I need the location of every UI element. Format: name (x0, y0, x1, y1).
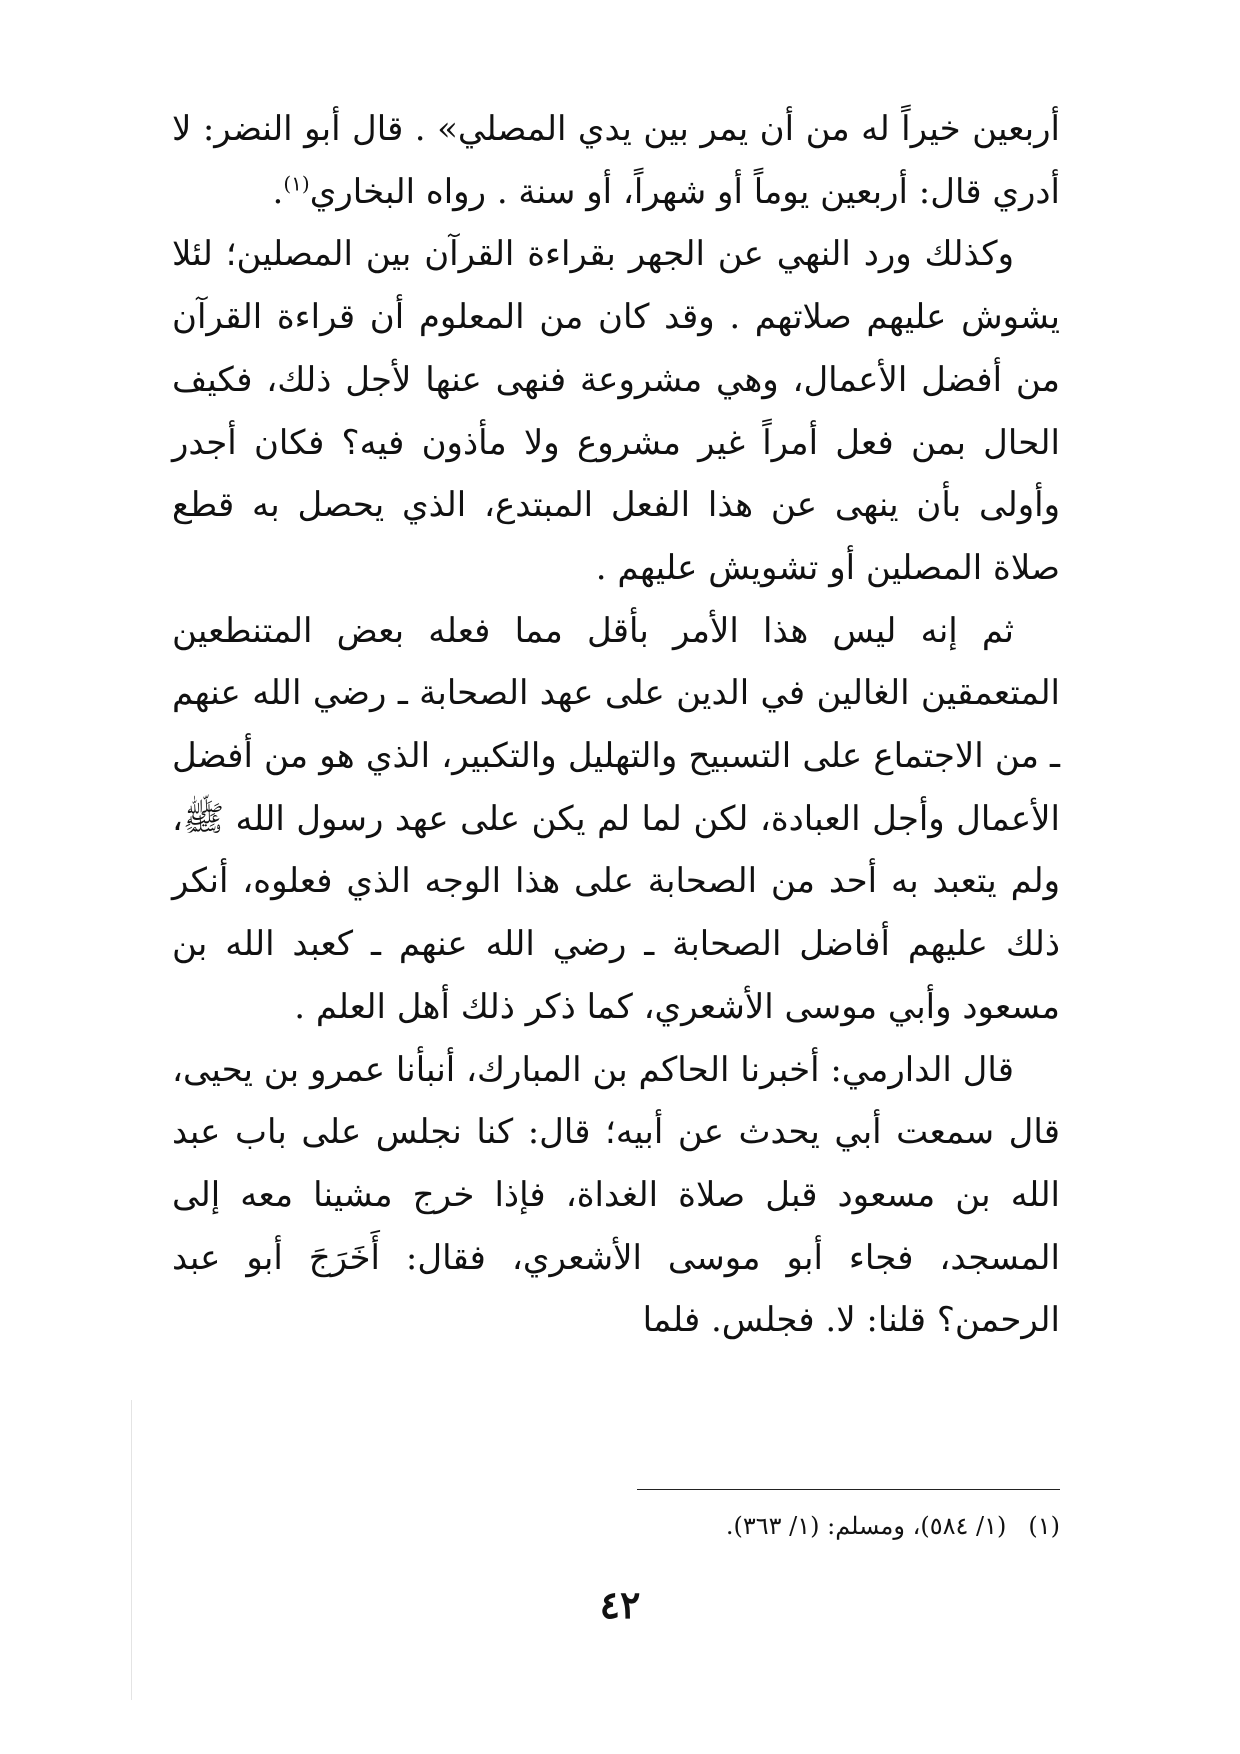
paragraph-1-text: أربعين خيراً له من أن يمر بين يدي المصلي» . قال أبو النضر: لا أدري قال: أربعين يوماً أو شهراً، أو سنة . رواه البخاري (172, 109, 1060, 212)
paragraph-1-end: . (272, 171, 284, 212)
footnote-separator (637, 1489, 1060, 1490)
page-number: ٤٢ (599, 1582, 641, 1627)
footnote-reference[interactable]: (١) (283, 171, 310, 196)
paragraph-4: قال الدارمي: أخبرنا الحاكم بن المبارك، أنبأنا عمرو بن يحيى، قال سمعت أبي يحدث عن أبيه؛ قال: كنا نجلس على باب عبد الله بن مسعود قبل صلاة الغداة، فإذا خرج مشينا معه إلى المسجد، فجاء أبو موسى الأشعري، فقال: أَخَرَجَ أبو عبد الرحمن؟ قلنا: لا. فجلس. فلما (172, 1049, 1060, 1341)
footnote-number: (١) (1028, 1512, 1060, 1540)
paragraph-1 (172, 98, 1060, 223)
paragraph-3: ثم إنه ليس هذا الأمر بأقل مما فعله بعض المتنطعين المتعمقين الغالين في الدين على عهد الصحابة ـ رضي الله عنهم ـ من الاجتماع على التسبيح والتهليل والتكبير، الذي هو من أفضل الأعمال وأجل العبادة، لكن لما لم يكن على عهد رسول الله ﷺ، ولم يتعبد به أحد من الصحابة على هذا الوجه الذي فعلوه، أنكر ذلك عليهم أفاضل الصحابة ـ رضي الله عنهم ـ كعبد الله بن مسعود وأبي موسى الأشعري، كما ذكر ذلك أهل العلم . (172, 610, 1060, 1027)
footnote-text: (١/ ٥٨٤)، ومسلم: (١/ ٣٦٣). (725, 1512, 1007, 1540)
scan-margin-line (131, 1400, 132, 1700)
paragraph-2: وكذلك ورد النهي عن الجهر بقراءة القرآن بين المصلين؛ لئلا يشوش عليهم صلاتهم . وقد كان من المعلوم أن قراءة القرآن من أفضل الأعمال، وهي مشروعة فنهى عنها لأجل ذلك، فكيف الحال بمن فعل أمراً غير مشروع ولا مأذون فيه؟ فكان أجدر وأولى بأن ينهى عن هذا الفعل المبتدع، الذي يحصل به قطع صلاة المصلين أو تشويش عليهم . (172, 234, 1060, 588)
footnote (560, 1508, 1060, 1544)
main-text (172, 98, 1060, 1352)
